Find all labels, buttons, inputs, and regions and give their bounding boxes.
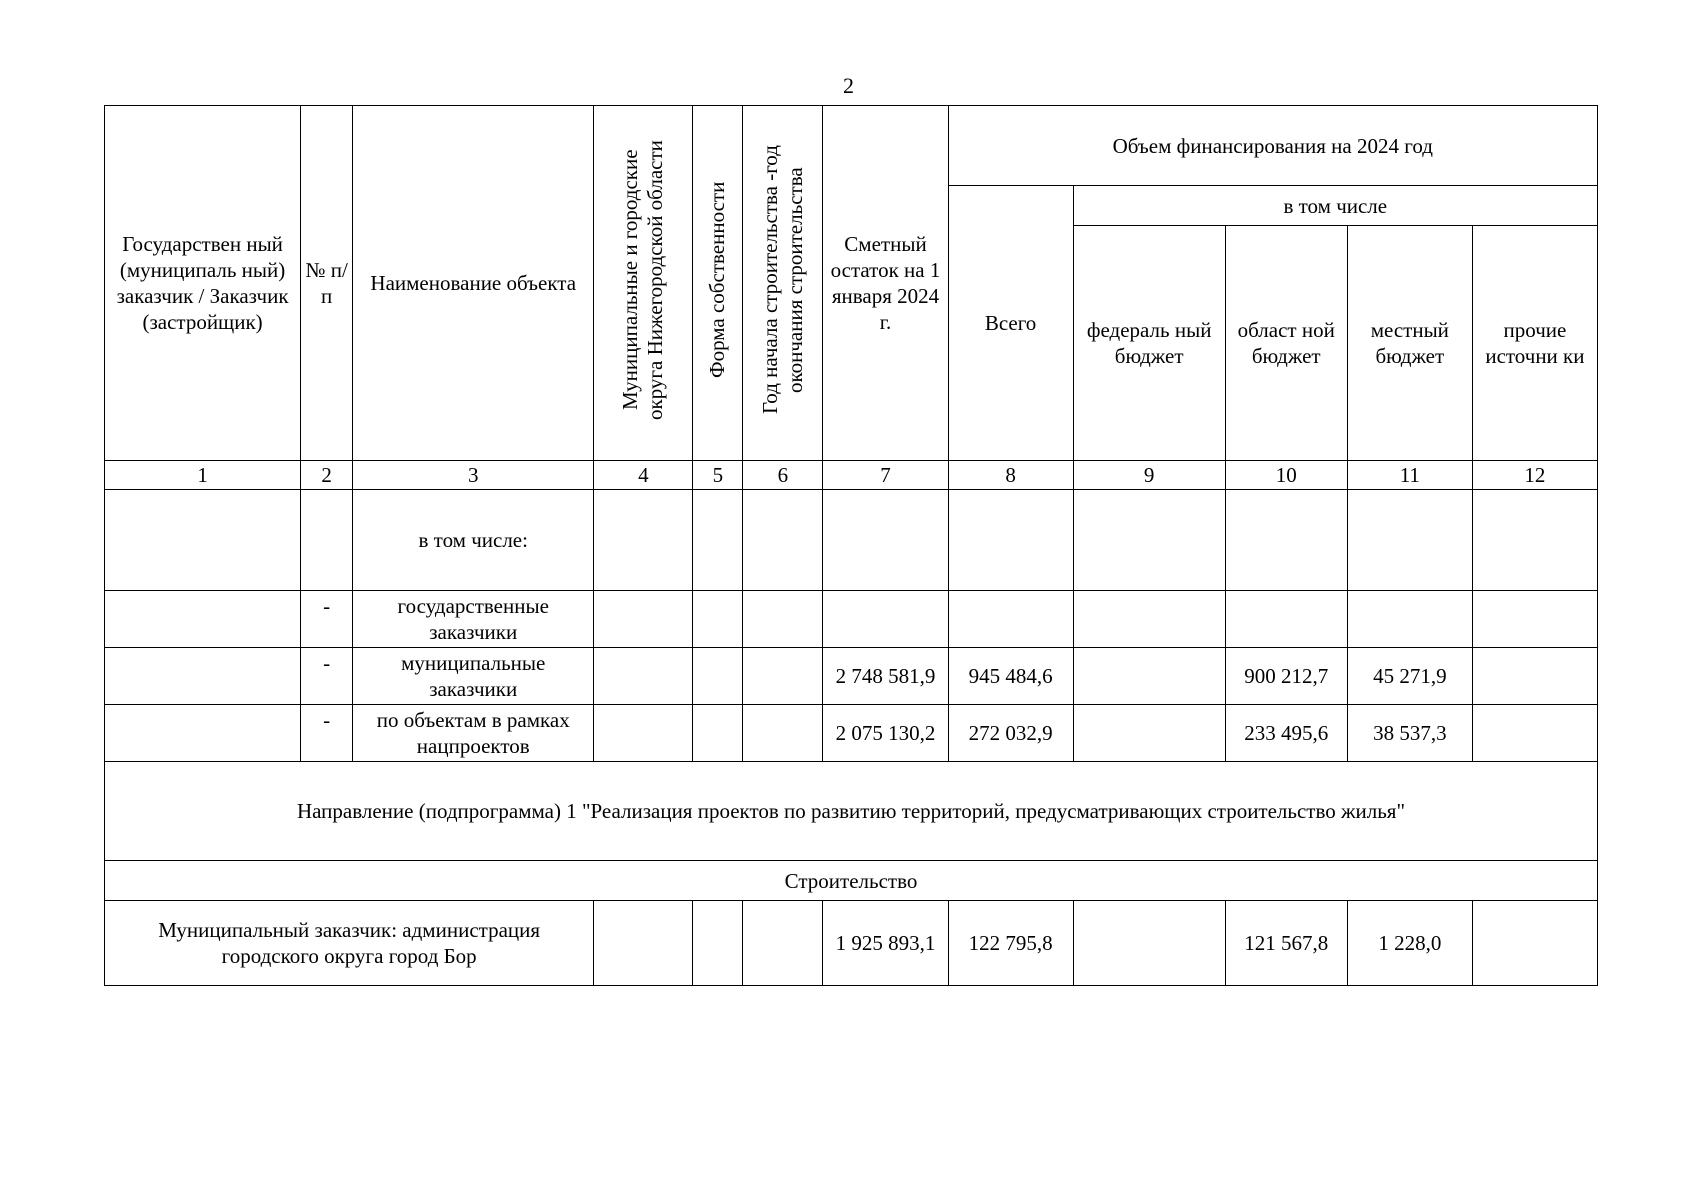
header-including: в том числе — [1073, 186, 1597, 226]
column-number: 6 — [743, 461, 823, 490]
header-ownership-label: Форма собственности — [705, 181, 730, 379]
header-customer: Государствен ный (муниципаль ный) заказчик / Заказчик (застройщик) — [105, 106, 301, 461]
cell-object-name: в том числе: — [353, 490, 594, 591]
column-number: 4 — [594, 461, 693, 490]
column-number: 7 — [823, 461, 948, 490]
cell-customer — [105, 648, 301, 705]
cell-years — [743, 591, 823, 648]
cell-customer — [105, 591, 301, 648]
header-object-name: Наименование объекта — [353, 106, 594, 461]
cell-federal — [1073, 490, 1225, 591]
cell-regional — [1225, 490, 1347, 591]
cell-regional: 233 495,6 — [1225, 705, 1347, 762]
cell-ownership — [693, 490, 743, 591]
header-estimate-balance: Сметный остаток на 1 января 2024 г. — [823, 106, 948, 461]
cell-ownership — [693, 648, 743, 705]
column-number: 12 — [1472, 461, 1597, 490]
cell-years — [743, 705, 823, 762]
direction-title: Направление (подпрограмма) 1 "Реализация проектов по развитию территорий, предусматривающих строительство жилья" — [105, 762, 1598, 861]
cell-other — [1472, 705, 1597, 762]
cell-federal — [1073, 591, 1225, 648]
cell-total: 945 484,6 — [948, 648, 1073, 705]
cell-ownership — [693, 901, 743, 986]
header-total: Всего — [948, 186, 1073, 461]
header-row — [105, 106, 1598, 186]
header-other: прочие источни ки — [1472, 226, 1597, 461]
cell-local: 45 271,9 — [1347, 648, 1472, 705]
cell-federal — [1073, 705, 1225, 762]
column-number: 9 — [1073, 461, 1225, 490]
direction-row — [105, 762, 1598, 861]
section-row — [105, 861, 1598, 901]
cell-local — [1347, 591, 1472, 648]
cell-municipality — [594, 490, 693, 591]
header-federal: федераль ный бюджет — [1073, 226, 1225, 461]
cell-other — [1472, 901, 1597, 986]
cell-regional — [1225, 591, 1347, 648]
cell-marker: - — [301, 648, 353, 705]
cell-ownership — [693, 591, 743, 648]
cell-municipality — [594, 648, 693, 705]
cell-regional: 121 567,8 — [1225, 901, 1347, 986]
header-municipality — [594, 106, 693, 461]
cell-local: 1 228,0 — [1347, 901, 1472, 986]
cell-marker: - — [301, 705, 353, 762]
cell-other — [1472, 591, 1597, 648]
cell-ownership — [693, 705, 743, 762]
cell-total — [948, 490, 1073, 591]
financing-table — [104, 105, 1598, 986]
page-number: 2 — [843, 73, 854, 98]
header-regional: област ной бюджет — [1225, 226, 1347, 461]
header-municipality-label: Муниципальные и городские округа Нижегородской области — [618, 140, 668, 420]
cell-customer — [105, 490, 301, 591]
cell-years — [743, 648, 823, 705]
cell-other — [1472, 490, 1597, 591]
table-row — [105, 705, 1598, 762]
cell-local: 38 537,3 — [1347, 705, 1472, 762]
cell-local — [1347, 490, 1472, 591]
table-row — [105, 648, 1598, 705]
cell-estimate — [823, 591, 948, 648]
cell-regional: 900 212,7 — [1225, 648, 1347, 705]
header-local: местный бюджет — [1347, 226, 1472, 461]
cell-federal — [1073, 648, 1225, 705]
header-funding-group: Объем финансирования на 2024 год — [948, 106, 1597, 186]
cell-customer — [105, 705, 301, 762]
column-number: 8 — [948, 461, 1073, 490]
cell-total: 272 032,9 — [948, 705, 1073, 762]
cell-municipality — [594, 901, 693, 986]
cell-other — [1472, 648, 1597, 705]
column-number: 10 — [1225, 461, 1347, 490]
cell-municipality — [594, 591, 693, 648]
header-ownership — [693, 106, 743, 461]
cell-total: 122 795,8 — [948, 901, 1073, 986]
cell-estimate: 2 075 130,2 — [823, 705, 948, 762]
cell-total — [948, 591, 1073, 648]
cell-estimate: 2 748 581,9 — [823, 648, 948, 705]
column-number: 2 — [301, 461, 353, 490]
header-construction-years-label: Год начала строительства -год окончания строительства — [757, 145, 807, 415]
section-title: Строительство — [105, 861, 1598, 901]
table-row — [105, 901, 1598, 986]
cell-object-name: по объектам в рамках нацпроектов — [353, 705, 594, 762]
column-number: 3 — [353, 461, 594, 490]
header-construction-years — [743, 106, 823, 461]
cell-object-name: муниципальные заказчики — [353, 648, 594, 705]
cell-object-name: государственные заказчики — [353, 591, 594, 648]
column-number: 1 — [105, 461, 301, 490]
cell-marker — [301, 490, 353, 591]
column-number: 11 — [1347, 461, 1472, 490]
table-row — [105, 591, 1598, 648]
cell-municipality — [594, 705, 693, 762]
column-number-row — [105, 461, 1598, 490]
cell-marker: - — [301, 591, 353, 648]
column-number: 5 — [693, 461, 743, 490]
cell-customer-name: Муниципальный заказчик: администрация городского округа город Бор — [105, 901, 594, 986]
cell-years — [743, 901, 823, 986]
table-row — [105, 490, 1598, 591]
cell-estimate: 1 925 893,1 — [823, 901, 948, 986]
cell-federal — [1073, 901, 1225, 986]
cell-years — [743, 490, 823, 591]
header-item-number: № п/ п — [301, 106, 353, 461]
cell-estimate — [823, 490, 948, 591]
